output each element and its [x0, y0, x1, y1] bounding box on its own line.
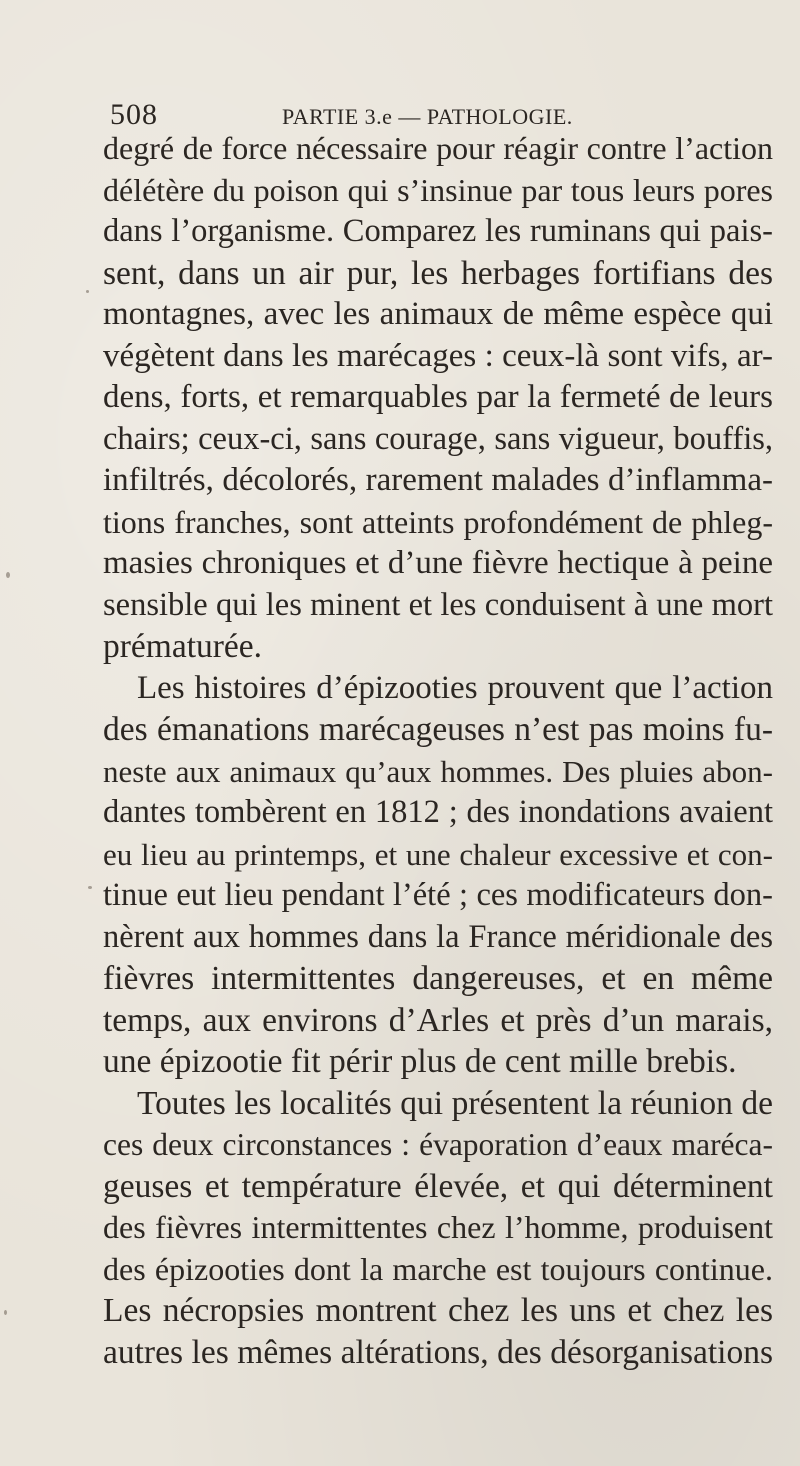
text-line: geuses et température élevée, et qui déterminent: [103, 1167, 773, 1205]
paragraph-start-line: Les histoires d’épizooties prouvent que l’action: [137, 669, 773, 706]
text-line: sensible qui les minent et les conduisent à une mort: [103, 586, 773, 623]
text-line: des émanations marécageuses n’est pas moins fu-: [103, 711, 773, 748]
text-line: tinue eut lieu pendant l’été ; ces modificateurs don-: [103, 877, 773, 913]
paper-speck: [6, 572, 10, 578]
text-line: infiltrés, décolorés, rarement malades d’inflamma-: [103, 462, 773, 498]
text-line: temps, aux environs d’Arles et près d’un marais,: [103, 1001, 773, 1039]
text-line: dantes tombèrent en 1812 ; des inondations avaient: [103, 794, 773, 830]
paragraph-end-line: prématurée.: [103, 628, 263, 665]
paragraph-end-line: une épizootie fit périr plus de cent mille brebis.: [103, 1043, 737, 1080]
text-line: des fièvres intermittentes chez l’homme, produisent: [103, 1209, 773, 1245]
text-line: dans l’organisme. Comparez les ruminans qui pais-: [103, 213, 773, 249]
text-line: montagnes, avec les animaux de même espèce qui: [103, 296, 773, 332]
text-line: des épizooties dont la marche est toujours continue.: [103, 1250, 773, 1287]
text-line: eu lieu au printemps, et une chaleur excessive et con-: [103, 836, 773, 872]
paper-speck: [86, 290, 89, 293]
text-line: degré de force nécessaire pour réagir contre l’action: [103, 130, 773, 166]
text-line: masies chroniques et d’une fièvre hectique à peine: [103, 545, 773, 581]
text-line: sent, dans un air pur, les herbages fortifians des: [103, 254, 773, 292]
body-text: [103, 128, 773, 1373]
text-line: fièvres intermittentes dangereuses, et en même: [103, 960, 773, 997]
text-line: chairs; ceux-ci, sans courage, sans vigueur, bouffis,: [103, 420, 773, 457]
text-line: délétère du poison qui s’insinue par tous leurs pores: [103, 171, 773, 208]
text-line: tions franches, sont atteints profondément de phleg-: [103, 503, 773, 540]
paragraph-start-line: Toutes les localités qui présentent la réunion de: [137, 1084, 773, 1122]
text-line: autres les mêmes altérations, des désorganisations: [103, 1333, 773, 1371]
text-line: Les nécropsies montrent chez les uns et chez les: [103, 1292, 773, 1329]
text-line: végètent dans les marécages : ceux-là sont vifs, ar-: [103, 337, 773, 374]
text-line: ces deux circonstances : évaporation d’eaux maréca-: [103, 1127, 773, 1162]
paper-speck: [4, 1310, 7, 1315]
text-line: neste aux animaux qu’aux hommes. Des pluies abon-: [103, 753, 773, 789]
text-line: dens, forts, et remarquables par la fermeté de leurs: [103, 379, 773, 415]
text-line: nèrent aux hommes dans la France méridionale des: [103, 918, 773, 955]
page-number: 508: [110, 98, 158, 131]
running-head-title: PARTIE 3.e — PATHOLOGIE.: [282, 104, 573, 129]
paper-speck: [88, 886, 92, 889]
